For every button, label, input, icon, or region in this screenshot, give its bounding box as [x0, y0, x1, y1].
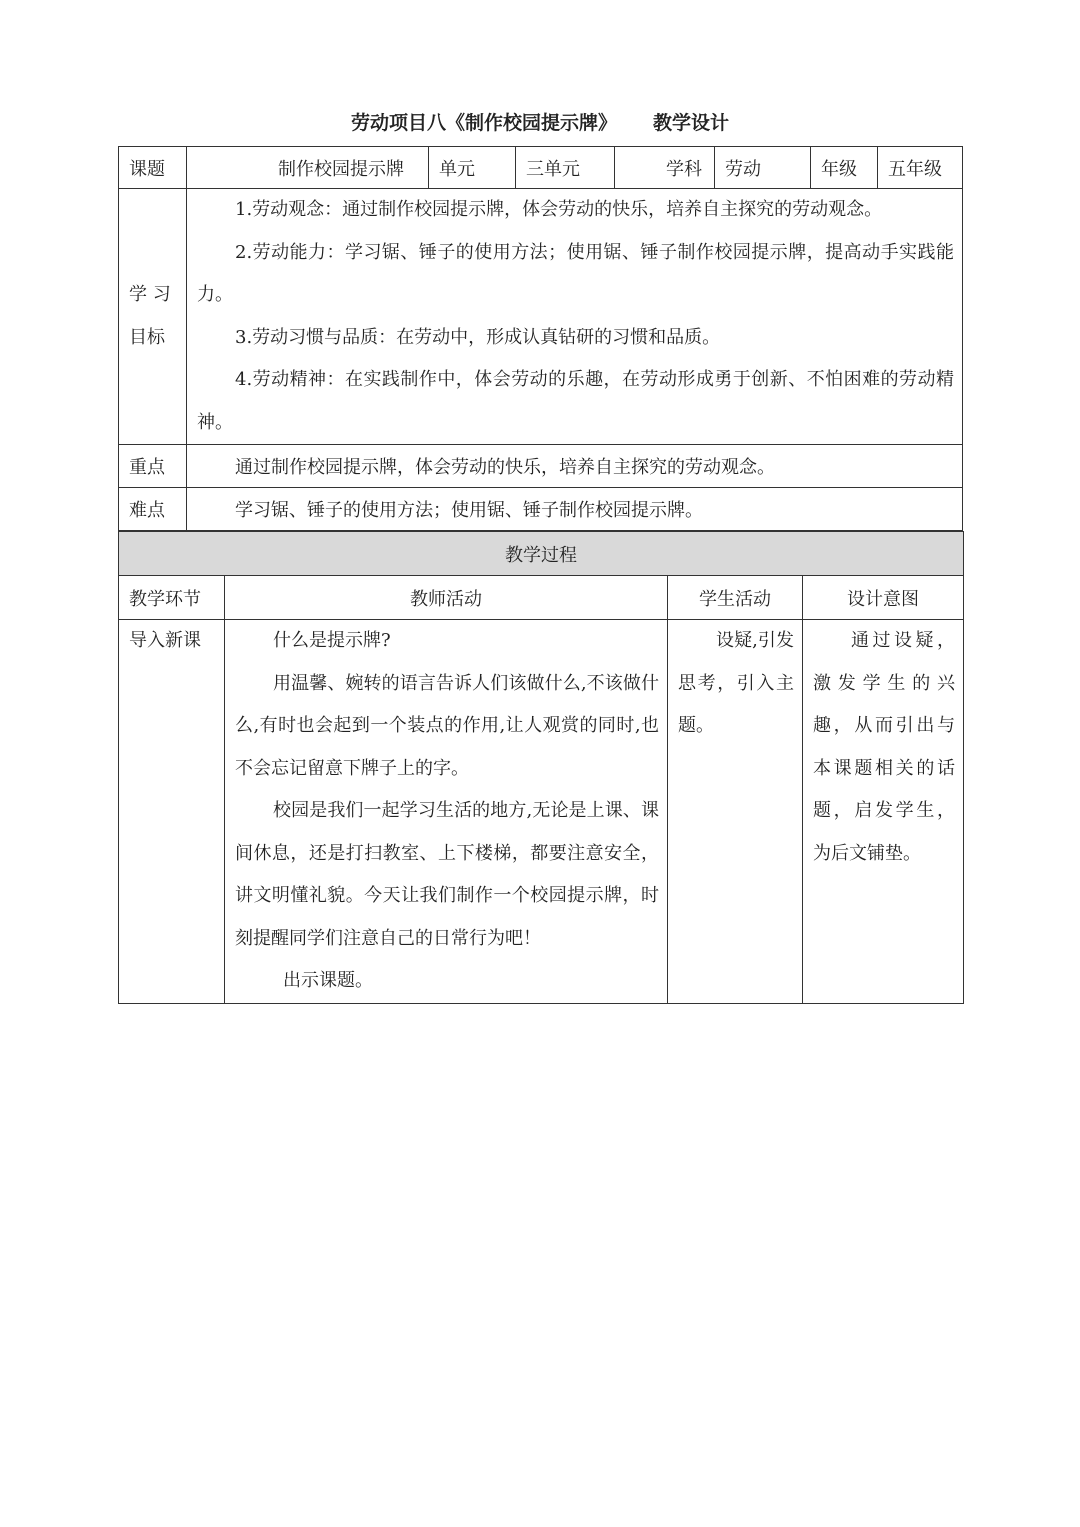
- difficulty-row: [119, 488, 963, 531]
- difficulty-text: 学习锯、锤子的使用方法；使用锯、锤子制作校园提示牌。: [187, 488, 963, 531]
- process-columns-row: [119, 576, 964, 620]
- goals-content: [187, 189, 963, 445]
- lesson-info-table: [118, 146, 963, 531]
- teacher-activity-cell: [225, 620, 668, 1004]
- goals-label: [119, 189, 187, 445]
- key-point-label: 重点: [119, 445, 187, 488]
- goals-label-line1: 学 习: [129, 284, 171, 305]
- teacher-para: 什么是提示牌?: [273, 630, 391, 651]
- goals-row: [119, 189, 963, 445]
- process-header: 教学过程: [119, 532, 964, 576]
- goals-label-line2: 目标: [129, 326, 165, 348]
- topic-value: 制作校园提示牌: [187, 147, 429, 189]
- grade-label: 年级: [811, 147, 878, 189]
- goal-item: 4.劳动精神：在实践制作中，体会劳动的乐趣，在劳动形成勇于创新、不怕困难的劳动精神。: [197, 369, 954, 433]
- unit-value: 三单元: [516, 147, 615, 189]
- title-sub: 教学设计: [653, 112, 730, 134]
- teaching-process-table: [118, 531, 964, 1004]
- difficulty-label: 难点: [119, 488, 187, 531]
- teacher-para: 校园是我们一起学习生活的地方,无论是上课、课间休息，还是打扫教室、上下楼梯，都要注意安全，讲文明懂礼貌。今天让我们制作一个校园提示牌，时刻提醒同学们注意自己的日常行为吧！: [235, 800, 659, 949]
- grade-value: 五年级: [878, 147, 963, 189]
- document-title: [0, 108, 1080, 142]
- column-student: 学生活动: [668, 576, 803, 620]
- process-row: [119, 620, 964, 1004]
- stage-cell: 导入新课: [119, 620, 225, 1004]
- student-activity-cell: 设疑,引发思考，引入主题。: [668, 620, 803, 1004]
- key-point-text: 通过制作校园提示牌，体会劳动的快乐，培养自主探究的劳动观念。: [187, 445, 963, 488]
- column-intent: 设计意图: [803, 576, 964, 620]
- goal-item: 1.劳动观念：通过制作校园提示牌，体会劳动的快乐，培养自主探究的劳动观念。: [235, 199, 883, 220]
- column-teacher: 教师活动: [225, 576, 668, 620]
- unit-label: 单元: [429, 147, 516, 189]
- subject-value: 劳动: [715, 147, 811, 189]
- topic-label: 课题: [119, 147, 187, 189]
- process-header-row: [119, 532, 964, 576]
- teacher-para: 出示课题。: [283, 970, 373, 991]
- info-row: [119, 147, 963, 189]
- goal-item: 3.劳动习惯与品质：在劳动中，形成认真钻研的习惯和品质。: [235, 326, 721, 348]
- key-point-row: [119, 445, 963, 488]
- subject-label: 学科: [615, 147, 715, 189]
- title-main: 劳动项目八《制作校园提示牌》: [350, 112, 617, 134]
- column-stage: 教学环节: [119, 576, 225, 620]
- design-intent-cell: 通过设疑，激发学生的兴趣，从而引出与本课题相关的话题，启发学生，为后文铺垫。: [803, 620, 964, 1004]
- goal-item: 2.劳动能力：学习锯、锤子的使用方法；使用锯、锤子制作校园提示牌，提高动手实践能力。: [197, 241, 954, 305]
- teacher-para: 用温馨、婉转的语言告诉人们该做什么,不该做什么,有时也会起到一个装点的作用,让人观赏的同时,也不会忘记留意下牌子上的字。: [235, 672, 659, 779]
